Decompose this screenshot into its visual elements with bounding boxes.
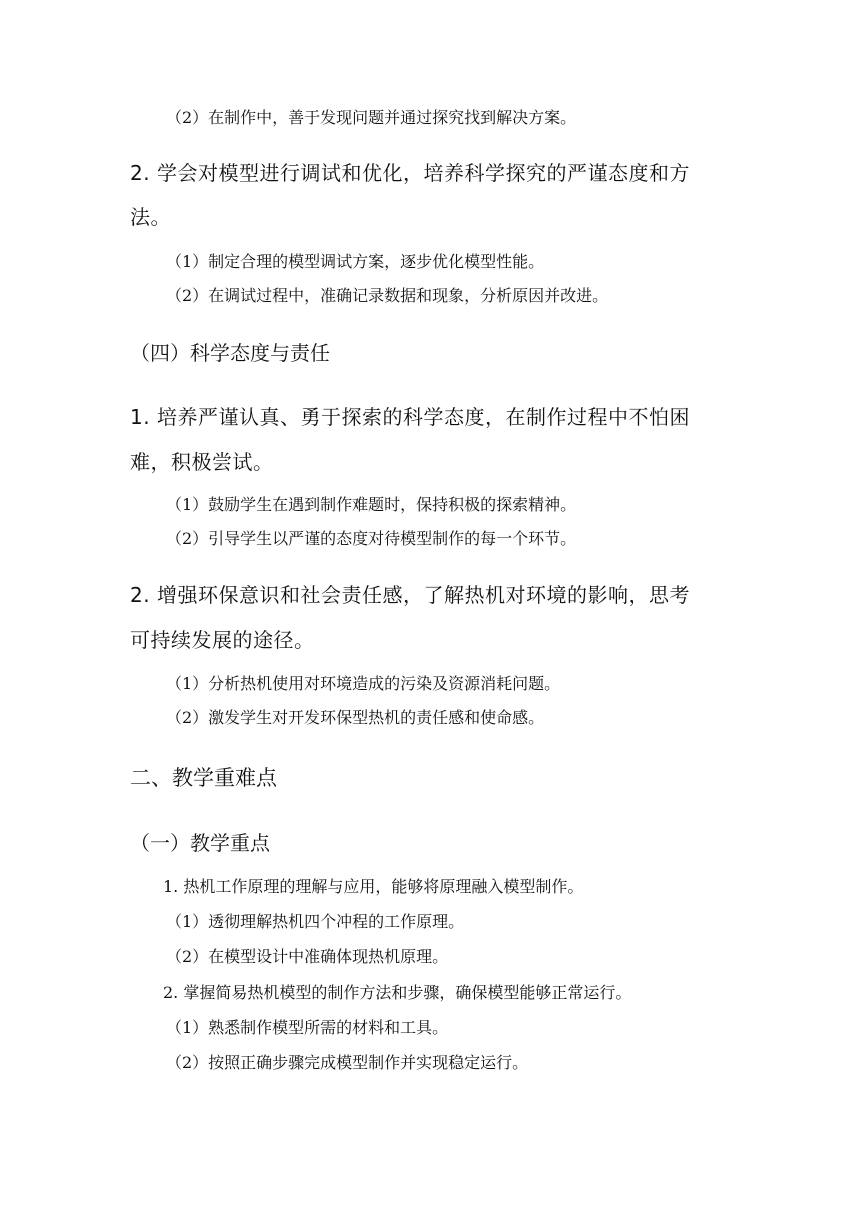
chapter-heading: 二、教学重难点: [130, 766, 277, 790]
numbered-item-line: 2. 增强环保意识和社会责任感，了解热机对环境的影响，思考: [130, 583, 690, 607]
section-heading: （一）教学重点: [130, 831, 270, 855]
numbered-item-continuation: 法。: [130, 205, 171, 229]
sub-item-line: （2）在模型设计中准确体现热机原理。: [166, 947, 449, 966]
numbered-item-continuation: 难，积极尝试。: [130, 450, 274, 474]
sub-item-line: （2）引导学生以严谨的态度对待模型制作的每一个环节。: [166, 529, 577, 548]
numbered-item-line: 2. 学会对模型进行调试和优化，培养科学探究的严谨态度和方: [130, 161, 690, 185]
numbered-item-line: 1. 热机工作原理的理解与应用，能够将原理融入模型制作。: [163, 877, 584, 896]
sub-item-line: （1）分析热机使用对环境造成的污染及资源消耗问题。: [166, 674, 561, 693]
sub-item-line: （1）鼓励学生在遇到制作难题时，保持积极的探索精神。: [166, 495, 577, 514]
sub-item-line: （1）熟悉制作模型所需的材料和工具。: [166, 1018, 449, 1037]
sub-item-line: （2）在调试过程中，准确记录数据和现象，分析原因并改进。: [166, 286, 609, 305]
numbered-item-continuation: 可持续发展的途径。: [130, 628, 315, 652]
numbered-item-line: 2. 掌握简易热机模型的制作方法和步骤，确保模型能够正常运行。: [163, 983, 632, 1002]
numbered-item-line: 1. 培养严谨认真、勇于探索的科学态度，在制作过程中不怕困: [130, 405, 690, 429]
sub-item-line: （2）激发学生对开发环保型热机的责任感和使命感。: [166, 708, 545, 727]
section-heading: （四）科学态度与责任: [130, 341, 330, 365]
sub-item-line: （2）在制作中，善于发现问题并通过探究找到解决方案。: [166, 108, 577, 127]
sub-item-line: （1）制定合理的模型调试方案，逐步优化模型性能。: [166, 252, 545, 271]
sub-item-line: （1）透彻理解热机四个冲程的工作原理。: [166, 912, 465, 931]
sub-item-line: （2）按照正确步骤完成模型制作并实现稳定运行。: [166, 1053, 529, 1072]
